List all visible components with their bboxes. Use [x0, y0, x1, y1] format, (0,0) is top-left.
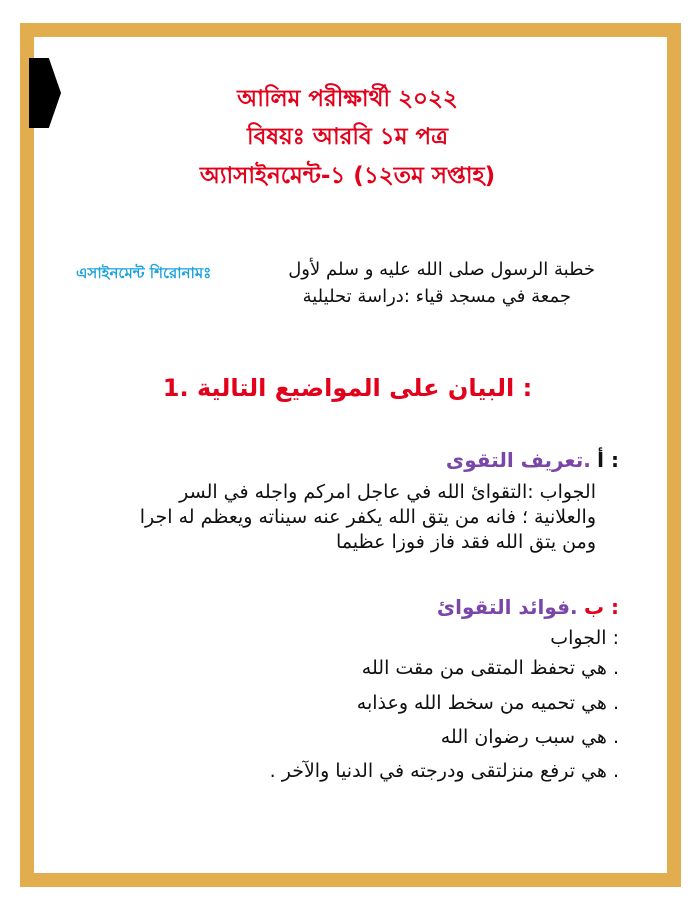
- part-b-point-3: . هي سبب رضوان الله: [440, 726, 619, 748]
- subject-title: বিষয়ঃ আরবি ১ম পত্র: [247, 124, 448, 150]
- part-b-marker: : ب: [583, 595, 619, 619]
- part-b-point-2: . هي تحميه من سخط الله وعذابه: [356, 692, 619, 714]
- assignment-week-title: অ্যাসাইনমেন্ট-১ (১২তম সপ্তাহ): [199, 163, 496, 189]
- assignment-title-line-1: خطبة الرسول صلى الله عليه و سلم لأول: [288, 259, 595, 280]
- part-b-point-1: . هي تحفظ المتقى من مقت الله: [361, 657, 619, 679]
- part-a-answer-line-2: والعلانية ؛ فانه من يتق الله يكفر عنه سيناته ويعظم له اجرا: [139, 506, 596, 528]
- section-heading: : البيان على المواضيع التالية .1: [162, 374, 533, 402]
- assignment-title-label: এসাইনমেন্ট শিরোনামঃ: [76, 264, 212, 282]
- part-a-title: .تعريف التقوى: [445, 448, 591, 472]
- exam-title: আলিম পরীক্ষার্থী ২০২২: [237, 86, 458, 112]
- part-b-answer-label: : الجواب: [550, 627, 619, 649]
- part-b-heading: [437, 595, 619, 619]
- assignment-title-line-2: جمعة في مسجد قياء :دراسة تحليلية: [302, 286, 571, 307]
- part-b-point-4: . هي ترفع منزلتقى ودرجته في الدنيا والآخر .: [269, 760, 619, 782]
- part-a-heading: [446, 448, 619, 472]
- part-a-marker: : أ: [597, 448, 619, 472]
- part-b-title: .فوائد التقوائ: [436, 595, 578, 619]
- part-a-answer-line-1: الجواب :التقوائ الله في عاجل امركم واجله في السر: [179, 481, 596, 503]
- part-a-answer-line-3: ومن يتق الله فقد فاز فوزا عظيما: [336, 531, 596, 553]
